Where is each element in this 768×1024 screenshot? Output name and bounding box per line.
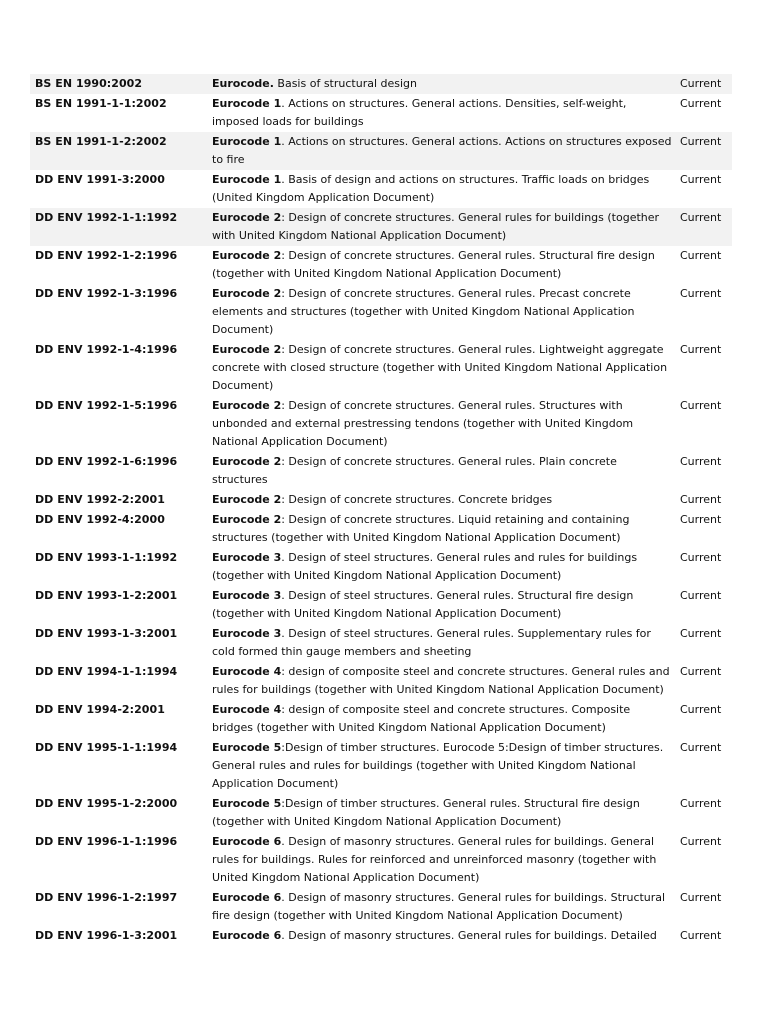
standard-row	[30, 208, 732, 246]
standard-row	[30, 586, 732, 624]
standard-row	[30, 794, 732, 832]
standard-title	[212, 74, 680, 94]
standards-table	[30, 74, 732, 946]
standard-row	[30, 738, 732, 794]
standard-status: Current	[680, 132, 732, 170]
standard-title	[212, 888, 680, 926]
standard-title-text: . Actions on structures. General actions. Actions on structures exposed to fire	[212, 134, 672, 166]
standard-row	[30, 452, 732, 490]
standard-row	[30, 132, 732, 170]
standards-table-body	[30, 74, 732, 946]
standard-status: Current	[680, 702, 722, 716]
standard-title-eurocode: Eurocode 2	[212, 210, 282, 224]
standard-title-text: . Design of masonry structures. General rules for buildings. Detailed	[281, 928, 657, 942]
standard-title-eurocode: Eurocode 2	[212, 286, 282, 300]
standard-row	[30, 624, 732, 662]
standard-code: BS EN 1990:2002	[30, 74, 212, 94]
standard-row	[30, 700, 732, 738]
standard-title	[212, 624, 680, 662]
standard-title-text: : Design of concrete structures. General rules. Structures with unbonded and external prestressing tendons (together with United Kingdom National Application Document)	[212, 398, 634, 448]
standard-title-text: Basis of structural design	[273, 76, 417, 90]
standard-code: BS EN 1991-1-1:2002	[35, 96, 167, 110]
standard-status: Current	[680, 248, 722, 262]
standard-title-text: . Design of steel structures. General rules. Supplementary rules for cold formed thin gauge members and sheeting	[212, 626, 651, 658]
standard-title-text: : Design of concrete structures. Concrete bridges	[281, 492, 553, 506]
standard-title-eurocode: Eurocode 6	[212, 834, 282, 848]
standard-status: Current	[680, 512, 722, 526]
standard-status: Current	[680, 342, 722, 356]
standard-title-text: : design of composite steel and concrete structures. Composite bridges (together with United Kingdom National Application Document)	[212, 702, 631, 734]
standard-row	[30, 246, 732, 284]
standard-row	[30, 396, 732, 452]
standard-status: Current	[680, 626, 722, 640]
standard-title-text: :Design of timber structures. Eurocode 5:Design of timber structures. General rules and rules for buildings (together with United Kingdom National Application Document)	[212, 740, 664, 790]
standard-title-eurocode: Eurocode 6	[212, 890, 282, 904]
standard-title	[212, 700, 680, 738]
standard-title-eurocode: Eurocode 1	[212, 134, 282, 148]
standard-title-text: : Design of concrete structures. General rules. Plain concrete structures	[212, 454, 617, 486]
standards-list-page	[30, 74, 726, 946]
standard-code: DD ENV 1992-1-6:1996	[35, 454, 178, 468]
standard-status: Current	[680, 96, 722, 110]
standard-title-eurocode: Eurocode 5	[212, 740, 282, 754]
standard-title-eurocode: Eurocode 3	[212, 626, 282, 640]
standard-code: DD ENV 1992-1-1:1992	[30, 208, 212, 246]
standard-title-eurocode: Eurocode 1	[212, 96, 282, 110]
standard-status: Current	[680, 890, 722, 904]
standard-code: DD ENV 1992-1-2:1996	[35, 248, 178, 262]
standard-status: Current	[680, 796, 722, 810]
standard-title	[212, 662, 680, 700]
standard-title	[212, 396, 680, 452]
standard-status: Current	[680, 550, 722, 564]
standard-row	[30, 548, 732, 586]
standard-code: DD ENV 1994-1-1:1994	[35, 664, 178, 678]
standard-row	[30, 662, 732, 700]
standard-title	[212, 926, 680, 946]
standard-title-eurocode: Eurocode 6	[212, 928, 282, 942]
standard-row	[30, 510, 732, 548]
standard-status: Current	[680, 664, 722, 678]
standard-title	[212, 738, 680, 794]
standard-row	[30, 490, 732, 510]
standard-title-text: : Design of concrete structures. General rules. Structural fire design (together with United Kingdom National Application Document)	[212, 248, 655, 280]
standard-code: DD ENV 1996-1-3:2001	[35, 928, 178, 942]
standard-status: Current	[680, 588, 722, 602]
standard-code: DD ENV 1992-4:2000	[35, 512, 165, 526]
standard-title-text: : Design of concrete structures. General rules. Precast concrete elements and structures (together with United Kingdom National Application Document)	[212, 286, 635, 336]
standard-title-eurocode: Eurocode 4	[212, 664, 282, 678]
standard-title	[212, 490, 680, 510]
standard-title	[212, 94, 680, 132]
standard-title-eurocode: Eurocode.	[212, 76, 274, 90]
standard-title	[212, 340, 680, 396]
standard-code: DD ENV 1995-1-1:1994	[35, 740, 178, 754]
standard-code: BS EN 1991-1-2:2002	[30, 132, 212, 170]
standard-title-eurocode: Eurocode 1	[212, 172, 282, 186]
standard-row	[30, 94, 732, 132]
standard-row	[30, 832, 732, 888]
standard-code: DD ENV 1992-1-4:1996	[35, 342, 178, 356]
standard-title	[212, 586, 680, 624]
standard-code: DD ENV 1996-1-1:1996	[35, 834, 178, 848]
standard-status: Current	[680, 928, 722, 942]
standard-status: Current	[680, 286, 722, 300]
standard-title-text: . Basis of design and actions on structures. Traffic loads on bridges (United Kingdom Application Document)	[212, 172, 650, 204]
standard-title	[212, 548, 680, 586]
standard-title-eurocode: Eurocode 4	[212, 702, 282, 716]
standard-title-eurocode: Eurocode 2	[212, 512, 282, 526]
standard-title	[212, 208, 680, 246]
standard-title	[212, 284, 680, 340]
standard-status: Current	[680, 208, 732, 246]
standard-status: Current	[680, 454, 722, 468]
standard-title	[212, 452, 680, 490]
standard-title-text: : Design of concrete structures. Liquid retaining and containing structures (together with United Kingdom National Application Document)	[212, 512, 630, 544]
standard-title-eurocode: Eurocode 3	[212, 550, 282, 564]
standard-title-eurocode: Eurocode 5	[212, 796, 282, 810]
standard-code: DD ENV 1993-1-1:1992	[35, 550, 178, 564]
standard-code: DD ENV 1992-2:2001	[35, 492, 165, 506]
standard-title	[212, 170, 680, 208]
standard-code: DD ENV 1992-1-3:1996	[35, 286, 178, 300]
standard-title-eurocode: Eurocode 2	[212, 248, 282, 262]
standard-status: Current	[680, 740, 722, 754]
standard-row	[30, 74, 732, 94]
standard-status: Current	[680, 172, 722, 186]
standard-status: Current	[680, 492, 722, 506]
standard-title-text: . Design of masonry structures. General rules for buildings. General rules for buildings. Rules for reinforced and unreinforced masonry (together with United Kingdom National Application Document)	[212, 834, 657, 884]
standard-title-text: . Design of masonry structures. General rules for buildings. Structural fire design (together with United Kingdom National Application Document)	[212, 890, 666, 922]
standard-code: DD ENV 1996-1-2:1997	[35, 890, 178, 904]
standard-title-eurocode: Eurocode 3	[212, 588, 282, 602]
standard-status: Current	[680, 398, 722, 412]
standard-title-text: : design of composite steel and concrete structures. General rules and rules for buildings (together with United Kingdom National Application Document)	[212, 664, 670, 696]
standard-title-eurocode: Eurocode 2	[212, 492, 282, 506]
standard-title-text: . Design of steel structures. General rules. Structural fire design (together with United Kingdom National Application Document)	[212, 588, 634, 620]
standard-status: Current	[680, 834, 722, 848]
standard-status: Current	[680, 74, 732, 94]
standard-title-text: :Design of timber structures. General rules. Structural fire design (together with United Kingdom National Application Document)	[212, 796, 640, 828]
standard-code: DD ENV 1991-3:2000	[35, 172, 165, 186]
standard-row	[30, 284, 732, 340]
standard-code: DD ENV 1993-1-2:2001	[35, 588, 178, 602]
standard-code: DD ENV 1994-2:2001	[35, 702, 165, 716]
standard-code: DD ENV 1993-1-3:2001	[35, 626, 178, 640]
standard-row	[30, 170, 732, 208]
standard-title	[212, 132, 680, 170]
standard-title-text: . Actions on structures. General actions. Densities, self-weight, imposed loads for buildings	[212, 96, 627, 128]
standard-title-text: : Design of concrete structures. General rules. Lightweight aggregate concrete with closed structure (together with United Kingdom National Application Document)	[212, 342, 668, 392]
standard-title	[212, 246, 680, 284]
standard-code: DD ENV 1995-1-2:2000	[35, 796, 178, 810]
standard-row	[30, 340, 732, 396]
standard-row	[30, 926, 732, 946]
standard-title-text: : Design of concrete structures. General rules for buildings (together with United Kingdom National Application Document)	[212, 210, 660, 242]
standard-title-eurocode: Eurocode 2	[212, 454, 282, 468]
standard-title	[212, 832, 680, 888]
standard-title-text: . Design of steel structures. General rules and rules for buildings (together with United Kingdom National Application Document)	[212, 550, 638, 582]
standard-title-eurocode: Eurocode 2	[212, 398, 282, 412]
standard-row	[30, 888, 732, 926]
standard-title-eurocode: Eurocode 2	[212, 342, 282, 356]
standard-title	[212, 510, 680, 548]
standard-title	[212, 794, 680, 832]
standard-code: DD ENV 1992-1-5:1996	[35, 398, 178, 412]
